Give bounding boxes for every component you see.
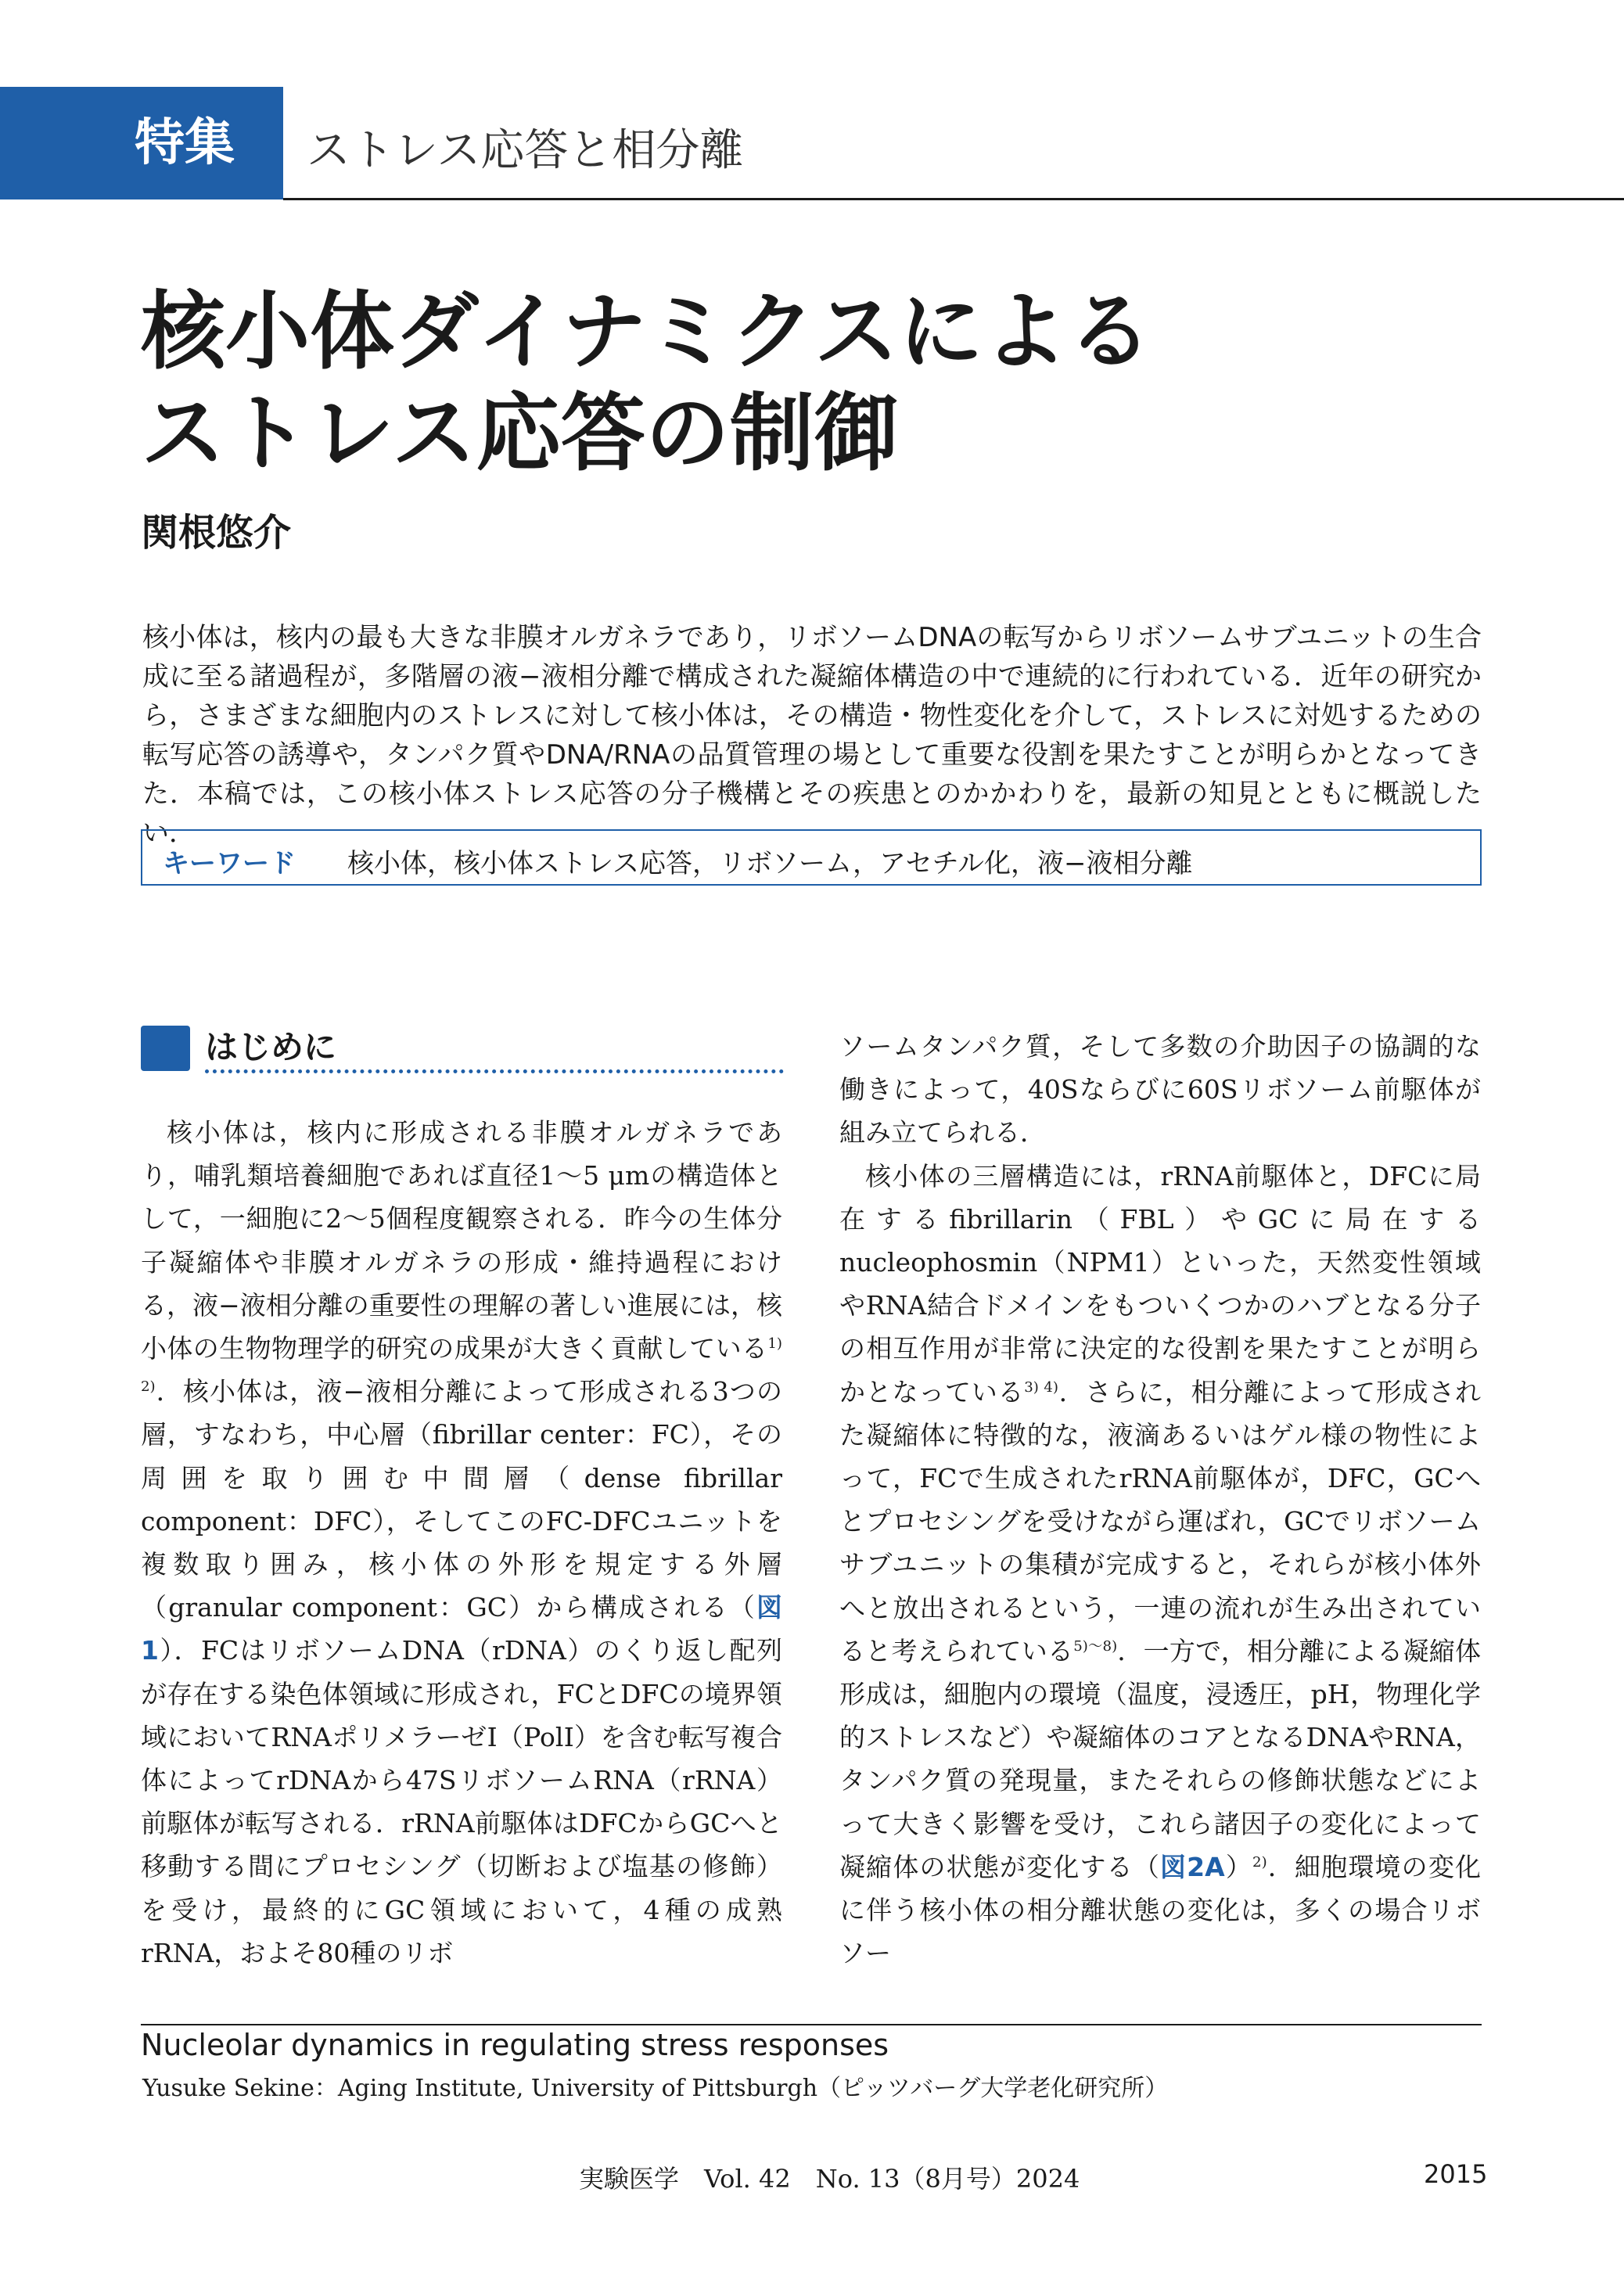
section-heading: はじめに: [205, 1028, 337, 1066]
title-line-1: 核小体ダイナミクスによる: [141, 283, 1152, 381]
paragraph: ソームタンパク質，そして多数の介助因子の協調的な働きによって，40Sならびに60Sリボソーム前駆体が組み立てられる．: [839, 1031, 1481, 1148]
paragraph: [141, 1111, 782, 1975]
text-run: ．核小体は，液−液相分離によって形成される3つの層，すなわち，中心層（fibrillar center：FC），その周囲を取り囲む中間層（dense fibrillar component：DFC），そしてこのFC-DFCユニットを複数取り囲み，核小体の外形を規定する外層（granular component：GC）から構成される（: [141, 1376, 782, 1623]
text-run: ．さらに，相分離によって形成された凝縮体に特徴的な，液滴あるいはゲル様の物性によって，FCで生成されたrRNA前駆体が，DFC，GCへとプロセシングを受けながら運ばれ，GCでリボソームサブユニットの集積が完成すると，それらが核小体外へと放出されるという，一連の流れが生み出されていると考えられている: [839, 1376, 1482, 1666]
section-marker-icon: [141, 1026, 190, 1071]
journal-info: 実験医学 Vol. 42 No. 13（8月号）2024: [579, 2164, 1080, 2194]
text-run: 核小体は，核内に形成される非膜オルガネラであり，哺乳類培養細胞であれば直径1〜5 μmの構造体として，一細胞に2〜5個程度観察される．昨今の生体分子凝縮体や非膜オルガネラの形成・維持過程における，液−液相分離の重要性の理解の著しい進展には，核小体の生物物理学的研究の成果が大きく貢献している: [141, 1117, 782, 1364]
keyword-label: キーワード: [163, 848, 296, 879]
feature-topic: ストレス応答と相分離: [307, 125, 744, 176]
footer-rule: [141, 2024, 1482, 2025]
right-column: [839, 1025, 1481, 1975]
feature-label: 特集: [135, 114, 235, 172]
figure-2a-link[interactable]: 図2A: [1160, 1851, 1225, 1882]
page-number: 2015: [1424, 2159, 1488, 2189]
keyword-list: 核小体，核小体ストレス応答，リボソーム，アセチル化，液−液相分離: [347, 848, 1193, 879]
text-run: ．一方で，相分離による凝縮体形成は，細胞内の環境（温度，浸透圧，pH，物理化学的ストレスなど）や凝縮体のコアとなるDNAやRNA，タンパク質の発現量，またそれらの修飾状態などによって大きく影響を受け，これら諸因子の変化によって凝縮体の状態が変化する（: [839, 1635, 1482, 1882]
title-line-2: ストレス応答の制御: [141, 385, 899, 483]
english-title: Nucleolar dynamics in regulating stress responses: [141, 2028, 889, 2062]
reference: 2): [1252, 1853, 1267, 1871]
reference: 1) 2): [141, 1335, 782, 1396]
left-column: [141, 1111, 782, 1975]
figure-1-link[interactable]: 図1: [141, 1592, 782, 1666]
text-run: ．細胞環境の変化に伴う核小体の相分離状態の変化は，多くの場合リボソー: [839, 1851, 1481, 1969]
keyword-box: [141, 829, 1482, 886]
author-affiliation: Yusuke Sekine：Aging Institute, University of Pittsburgh（ピッツバーグ大学老化研究所）: [142, 2075, 1169, 2102]
section-underline: [205, 1069, 784, 1073]
text-run: 核小体の三層構造には，rRNA前駆体と，DFCに局在するfibrillarin（FBL）やGCに局在するnucleophosmin（NPM1）といった，天然変性領域やRNA結合ドメインをもついくつかのハブとなる分子の相互作用が非常に決定的な役割を果たすことが明らかとなっている: [839, 1160, 1482, 1407]
reference: 5)〜8): [1073, 1637, 1118, 1655]
text-run: ）．FCはリボソームDNA（rDNA）のくり返し配列が存在する染色体領域に形成され，FCとDFCの境界領域においてRNAポリメラーゼⅠ（PolⅠ）を含む転写複合体によってrDNAから47SリボソームRNA（rRNA）前駆体が転写される．rRNA前駆体はDFCからGCへと移動する間にプロセシング（切断および塩基の修飾）を受け，最終的にGC領域において，4種の成熟rRNA，およそ80種のリボ: [141, 1635, 782, 1968]
author-name: 関根悠介: [141, 511, 292, 555]
abstract: 核小体は，核内の最も大きな非膜オルガネラであり，リボソームDNAの転写からリボソームサブユニットの生合成に至る諸過程が，多階層の液−液相分離で構成された凝縮体構造の中で連続的に行われている．近年の研究から，さまざまな細胞内のストレスに対して核小体は，その構造・物性変化を介して，ストレスに対処するための転写応答の誘導や，タンパク質やDNA/RNAの品質管理の場として重要な役割を果たすことが明らかとなってきた．本稿では，この核小体ストレス応答の分子機構とその疾患とのかかわりを，最新の知見とともに概説したい．: [142, 622, 1482, 849]
article-title: [141, 282, 1549, 485]
reference: 3) 4): [1024, 1378, 1059, 1396]
header-rule: [283, 198, 1624, 200]
paragraph: [839, 1155, 1481, 1975]
text-run: ）: [1224, 1851, 1253, 1882]
